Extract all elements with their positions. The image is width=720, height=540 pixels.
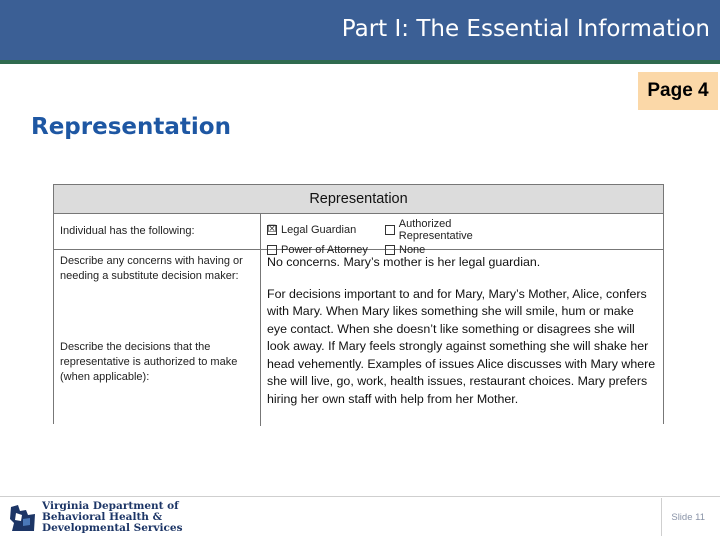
form-title: Representation <box>54 185 663 214</box>
dbhds-logo <box>8 501 183 535</box>
option-legal-guardian <box>267 218 385 242</box>
checked-box-icon: ☒ <box>267 224 277 235</box>
concerns-label: Describe any concerns with having or needing a substitute decision maker: <box>60 255 243 282</box>
form-row-decisions <box>54 250 663 426</box>
slide-number: Slide 11 <box>661 498 711 536</box>
empty-box-icon <box>385 225 395 235</box>
logo-line: Behavioral Health & <box>42 511 163 523</box>
header-divider <box>0 60 720 64</box>
representation-form-image <box>53 184 664 424</box>
option-label: Power of Attorney <box>281 244 368 256</box>
decisions-answer: For decisions important to and for Mary, Mary’s Mother, Alice, confers with Mary. When Mary likes something she will smile, hum or make eye contact. When she doesn’t like something or disagrees she will look away. If Mary feels strongly against something she will shake her head vehemently. Examples of issues Alice discusses with Mary where she will live, go, work, health issues, restaurant choices. Mary prefers hiring her own staff with help from her Mother. <box>267 286 656 406</box>
option-label: Legal Guardian <box>281 224 357 236</box>
option-label: None <box>399 244 426 256</box>
concerns-answer: No concerns. Mary’s mother is her legal guardian. <box>267 255 541 269</box>
logo-line: Virginia Department of <box>42 500 179 512</box>
section-title: Representation <box>31 114 231 140</box>
header-title: Part I: The Essential Information <box>341 16 710 42</box>
option-label: Authorized Representative <box>398 218 473 242</box>
footer-divider <box>0 496 720 497</box>
option-authorized-representative <box>385 218 525 242</box>
header-bar <box>0 0 720 60</box>
decisions-label: Describe the decisions that the representative is authorized to make (when applicable): <box>60 341 238 383</box>
logo-line: Developmental Services <box>42 522 183 534</box>
form-row-representation-type <box>54 214 663 256</box>
row-label: Individual has the following: <box>54 214 261 249</box>
page-badge: Page 4 <box>638 72 718 110</box>
virginia-map-icon <box>8 501 38 535</box>
